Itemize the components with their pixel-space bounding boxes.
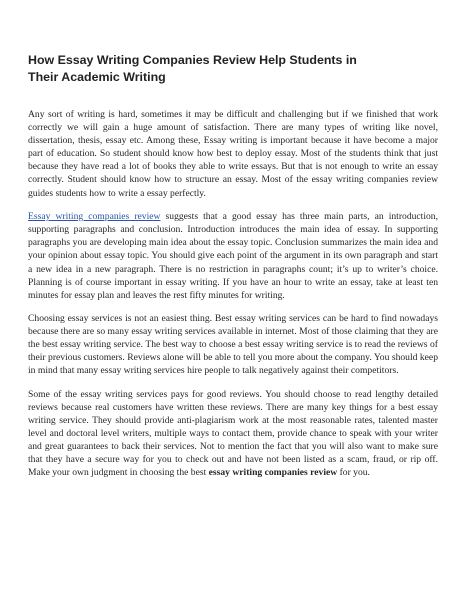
paragraph-structure-text: suggests that a good essay has three main parts, an introduction, supporting paragraphs and conclusion. Introduction introduces the main idea of essay. In supporting paragraphs you are developing main idea about the essay topic. Conclusion summarizes the main idea and your opinion about essay topic. You should give each point of the argument in its own paragraph and start a new idea in a new paragraph. There is no restriction in paragraphs count; it’s up to writer’s choice. Planning is of course important in essay writing. If you have an hour to write an essay, take at least ten minutes for essay plan and leaves the rest fifty minutes for writing. [28, 211, 438, 301]
document-title: How Essay Writing Companies Review Help Students in Their Academic Writing [28, 53, 357, 84]
paragraph-reviews [28, 388, 438, 480]
paragraph-choosing: Choosing essay services is not an easiest thing. Best essay writing services can be hard to find nowadays because there are so many essay writing services available in internet. Most of those claiming that they are the best essay writing service. The best way to choose a best essay writing service is to read the reviews of their previous customers. Reviews alone will be able to tell you more about the company. You should keep in mind that many essay writing services hire people to talk negatively against their competitors. [28, 312, 438, 377]
paragraph-structure [28, 210, 438, 302]
paragraph-reviews-end: for you. [337, 467, 370, 479]
paragraph-reviews-text: Some of the essay writing services pays for good reviews. You should choose to read lengthy detailed reviews because real customers have written these reviews. There are many key things for a best essay writing service. They should provide anti-plagiarism work at the most reasonable rates, talented master level and doctoral level writers, multiple ways to contact them, provide chance to speak with your writer and great guarantees to back their services. Not to mention the fact that you will also want to make sure that they have a secure way for you to check out and have not been listed as a scam, fraud, or rip off. Make your own judgment in choosing the best [28, 388, 438, 479]
paragraph-intro: Any sort of writing is hard, sometimes it may be difficult and challenging but if we finished that work correctly we will gain a huge amount of satisfaction. There are many types of writing like novel, dissertation, thesis, essay etc. Among these, Essay writing is important because it have become a major part of education. So student should know how best to deploy essay. Most of the students think that just because they have read a lot of books they able to write essays. But that is not enough to write an essay correctly. Student should know how to structure an essay. Most of the essay writing companies review guides students how to write a essay perfectly. [28, 109, 438, 199]
essay-review-emphasis: essay writing companies review [208, 467, 338, 479]
essay-review-link[interactable]: Essay writing companies review [28, 211, 161, 223]
document-body [28, 108, 438, 490]
